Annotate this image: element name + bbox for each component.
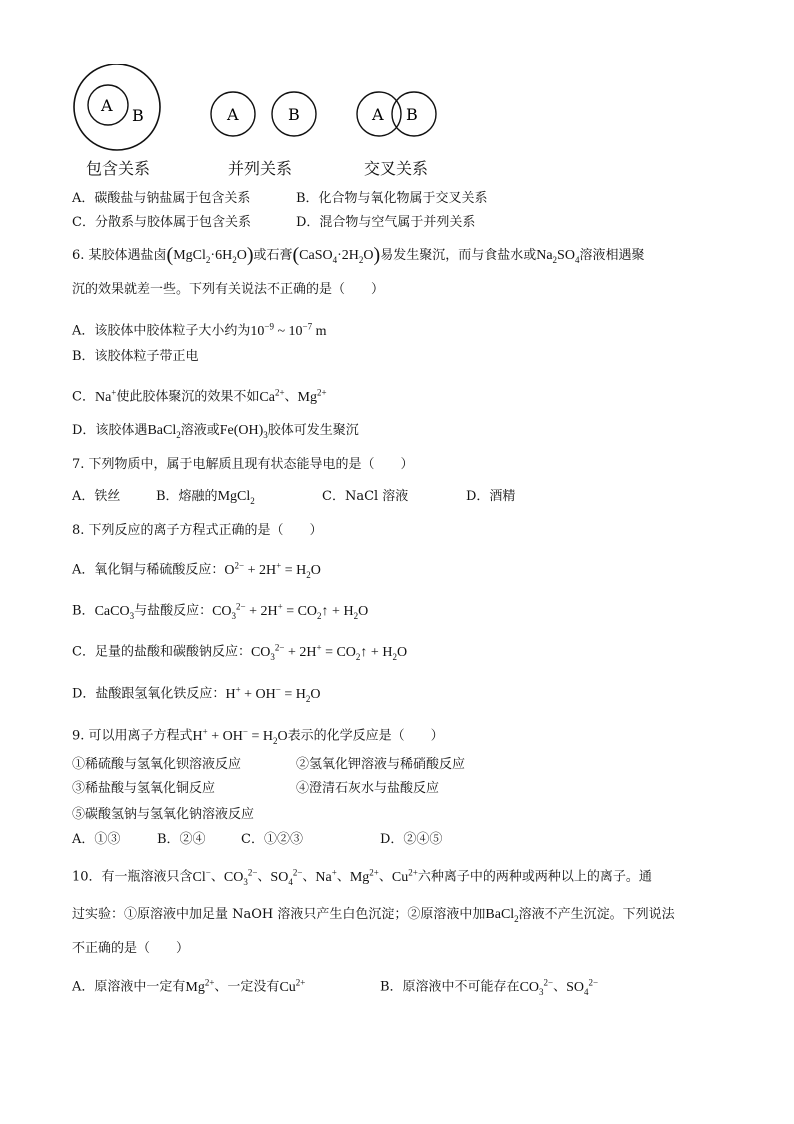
q6-option-b: B．该胶体粒子带正电 [72,349,199,364]
q9-option-c: C．①②③ [241,832,303,847]
q6-option-a [72,316,327,342]
q7-option-a: A．铁丝 [72,489,121,504]
q6-option-d-text-2: 溶液或 [180,423,220,438]
ion-mg2plus: $Mg^{2+}$ [349,867,379,885]
q6-option-c-text: 使此胶体聚沉的效果不如 [116,389,260,405]
q6-stem-line2: 沉的效果就差一些。下列有关说法不正确的是（ ） [72,282,385,297]
q6-text-1: 6. 某胶体遇盐卤 [72,248,167,263]
ion-cu2plus-a: $Cu^{2+}$ [279,977,306,995]
q10-option-a [72,972,305,998]
ion-so4-b: $SO_4^{2-}$ [566,977,599,997]
formula-caco3: CaCO$_3$ [94,603,135,621]
q9-option-b: B．②④ [157,832,206,847]
q6-stem-line1 [72,245,644,270]
q10-stem-line1 [72,862,652,891]
q6-text-2: 或石膏 [253,248,293,263]
q10-sep-2: 、 [257,869,271,885]
q8-option-c [72,637,407,666]
inclusion-outer-circle [74,64,160,150]
q10-option-b-text: B．原溶液中不可能存在 [380,979,520,995]
q8-option-a-text: A．氧化铜与稀硫酸反应： [72,562,225,578]
q5-option-a: A．碳酸盐与钠盐属于包含关系 [72,191,251,206]
equation-neutralization-q9: $H^+ + OH^- = H_2O$ [192,726,288,746]
ion-cl-minus: Cl− [192,867,211,885]
q6-option-a-text: A．该胶体中胶体粒子大小约为 [72,323,251,339]
q9-item-2: ②氢氧化钾溶液与稀硝酸反应 [296,757,466,772]
q6-option-c-sep: 、 [284,389,298,405]
q8-option-b-text: 与盐酸反应： [134,603,213,619]
q6-option-c [72,382,327,408]
formula-mgcl2-6h2o: $(MgCl_2\cdot 6H_2O)$ [166,244,254,266]
parallel-label-a: A [227,105,239,124]
ion-co3-b: $CO_3^{2-}$ [519,977,554,997]
q9-option-d: D．②④⑤ [380,832,443,847]
q5-option-d: D．混合物与空气属于并列关系 [296,215,476,230]
q10-sep-4: 、 [336,869,350,885]
parallel-label-b: B [288,105,300,124]
q6-option-d [72,421,359,445]
formula-ca2plus: $Ca^{2+}$ [259,387,285,405]
q10-text-2: 六种离子中的两种或两种以上的离子。通 [417,869,652,885]
intersection-label-b: B [406,105,418,124]
q5-option-b: B．化合物与氧化物属于交叉关系 [296,191,488,206]
q9-item-1: ①稀硫酸与氢氧化钡溶液反应 [72,757,242,772]
q10-option-b-sep: 、 [553,979,567,995]
q6-text-4: 溶液相遇聚 [579,248,645,263]
q7-option-b [156,487,255,511]
ion-co3: $CO_3^{2-}$ [223,867,258,887]
formula-mgcl2: MgCl$_2$ [217,489,255,506]
inclusion-label-b: B [132,106,144,125]
formula-na2so4: $Na_2SO_4$ [536,248,580,265]
formula-bacl2: BaCl$_2$ [147,423,181,440]
q8-option-a [72,555,321,584]
q6-option-d-text-3: 胶体可发生聚沉 [267,423,359,438]
q8-option-b [72,596,368,625]
ion-so4: $SO_4^{2-}$ [270,867,303,887]
q7-option-c: C．NaCl 溶液 [322,489,409,504]
q6-option-c-label: C． [72,389,95,405]
inclusion-label-a: A [101,96,113,115]
intersection-label-a: A [372,105,384,124]
formula-size-range: $10^{-9}$ ~ $10^{-7}$ m [250,321,327,339]
q8-option-b-label: B． [72,603,95,619]
q7-option-d: D．酒精 [466,489,516,504]
caption-intersection: 交叉关系 [364,159,429,178]
equation-neutralization-d: $H^+ + OH^- = H_2O$ [225,684,321,704]
q10-option-b [380,972,598,1001]
q10-stem-line3: 不正确的是（ ） [72,941,190,956]
q7-option-b-text: B．熔融的 [156,489,218,504]
caption-inclusion: 包含关系 [86,159,151,178]
q8-option-d-text: D．盐酸跟氢氧化铁反应： [72,686,226,702]
ion-cu2plus: $Cu^{2+}$ [391,867,418,885]
ion-mg2plus-a: $Mg^{2+}$ [185,977,215,995]
q7-stem: 7. 下列物质中，属于电解质且现有状态能导电的是（ ） [72,457,414,472]
q6-option-d-text-1: D．该胶体遇 [72,423,148,438]
q9-stem-text-2: 表示的化学反应是（ ） [287,728,444,744]
q10-line2-text-2: 溶液不产生沉淀。下列说法 [518,907,675,922]
q9-stem [72,721,444,750]
q10-text-1: 10．有一瓶溶液只含 [72,869,193,885]
q8-stem: 8. 下列反应的离子方程式正确的是（ ） [72,523,323,538]
formula-bacl2-q10: BaCl$_2$ [485,907,519,924]
formula-mg2plus: $Mg^{2+}$ [297,387,327,405]
formula-caso4-2h2o: $(CaSO_4\cdot 2H_2O)$ [292,244,381,266]
equation-carbonate-b: $CO_3^{2-} + 2H^+$ = $CO_2↑ + H_2O$ [212,601,369,621]
q9-stem-text-1: 9. 可以用离子方程式 [72,728,193,744]
q10-option-a-text-1: A．原溶液中一定有 [72,979,186,995]
q9-item-3: ③稀盐酸与氢氧化铜反应 [72,781,216,796]
q8-option-c-text: C．足量的盐酸和碳酸钠反应： [72,644,251,660]
q8-option-d [72,679,320,708]
q10-sep-5: 、 [378,869,392,885]
formula-feoh3: $Fe(OH)_3$ [219,423,268,440]
ion-na-plus: Na+ [315,867,337,885]
q5-option-c: C．分散系与胶体属于包含关系 [72,215,251,230]
q9-option-a: A．①③ [72,832,121,847]
q10-sep-3: 、 [302,869,316,885]
q9-item-5: ⑤碳酸氢钠与氢氧化钠溶液反应 [72,807,255,822]
q10-line2-text-1: 过实验：①原溶液中加足量 NaOH 溶液只产生白色沉淀；②原溶液中加 [72,907,486,922]
q9-item-4: ④澄清石灰水与盐酸反应 [296,781,440,796]
q10-stem-line2 [72,905,675,929]
q10-option-a-text-2: 、一定没有 [214,979,280,995]
equation-o2-minus: $O^{2-} + 2H^+ = H_2O$ [224,560,321,580]
q10-sep-1: 、 [210,869,224,885]
equation-carbonate-c: $CO_3^{2-} + 2H^+$ = $CO_2↑ + H_2O$ [250,642,408,662]
q6-text-3: 易发生聚沉，而与食盐水或 [380,248,537,263]
formula-na-plus: Na+ [94,387,117,405]
caption-parallel: 并列关系 [228,159,293,178]
